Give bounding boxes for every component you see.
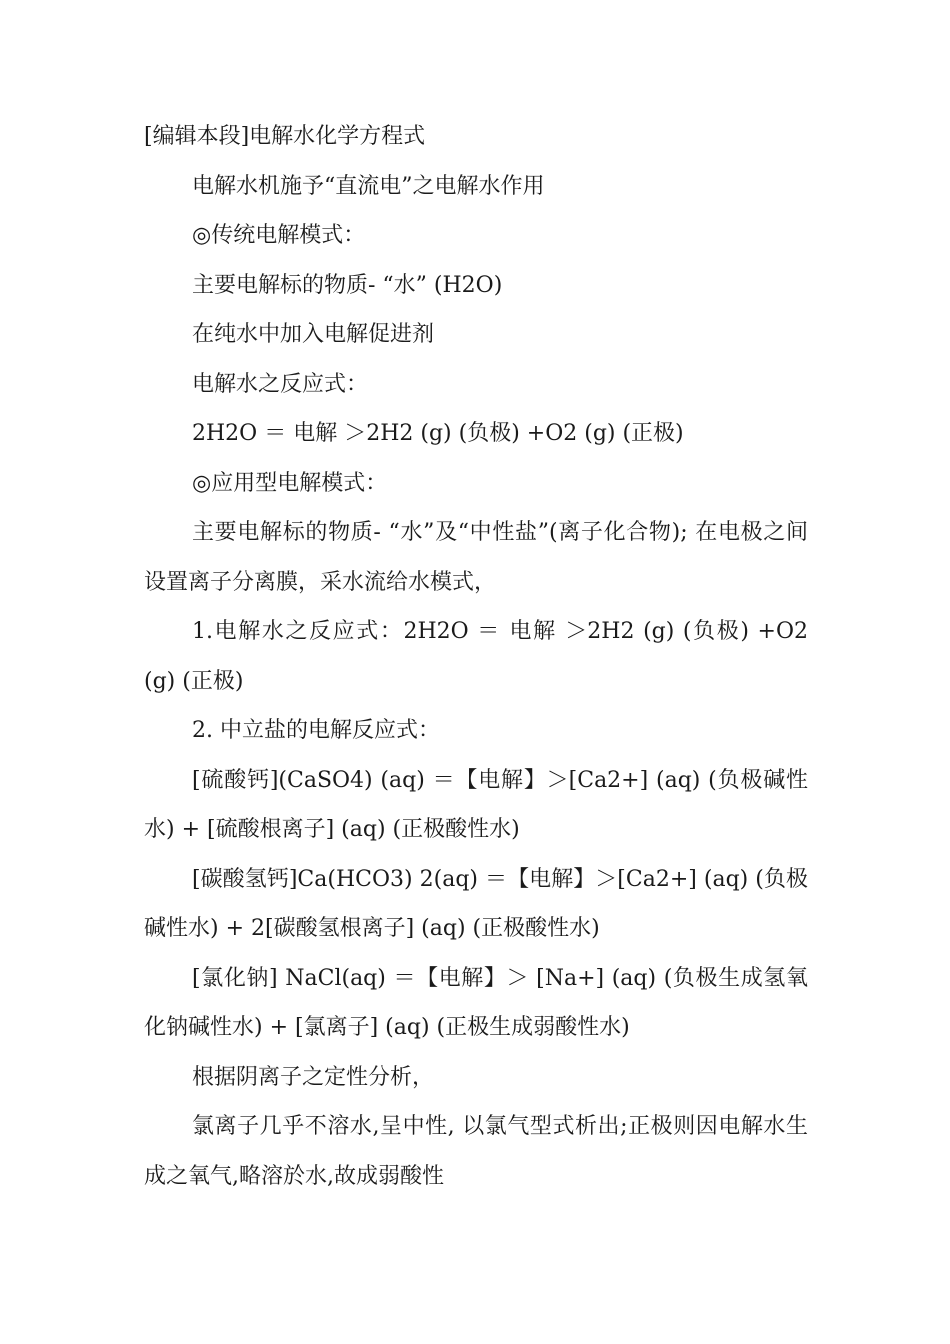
section-heading: [编辑本段]电解水化学方程式 [144, 124, 426, 149]
paragraph-chloride-ion: 氯离子几乎不溶水,呈中性, 以氯气型式析出;正极则因电解水生成之氧气,略溶於水,故成弱酸性 [144, 1114, 808, 1189]
paragraph-anion-analysis: 根据阴离子之定性分析， [192, 1064, 435, 1090]
paragraph-calcium-sulfate: [硫酸钙](CaSO4) (aq) ＝【电解】＞[Ca2+] (aq) (负极碱性水) + [硫酸根离子] (aq) (正极酸性水) [144, 767, 808, 842]
paragraph-reaction-equation: 2H2O ＝ 电解 ＞2H2 (g) (负极) +O2 (g) (正极) [192, 421, 684, 446]
paragraph-applied-substance: 主要电解标的物质- “水”及“中性盐”(离子化合物); 在电极之间设置离子分离膜，采水流给水模式， [144, 520, 808, 595]
paragraph-calcium-bicarbonate: [碳酸氢钙]Ca(HCO3) 2(aq) ＝【电解】＞[Ca2+] (aq) (负极碱性水) + 2[碳酸氢根离子] (aq) (正极酸性水) [144, 866, 808, 941]
paragraph-intro: 电解水机施予“直流电”之电解水作用 [192, 173, 545, 199]
paragraph-reaction-1: 1.电解水之反应式：2H2O ＝ 电解 ＞2H2 (g) (负极) +O2 (g) (正极) [144, 619, 808, 694]
paragraph-reaction-label: 电解水之反应式： [192, 371, 369, 397]
paragraph-neutral-salt: 2. 中立盐的电解反应式： [192, 718, 440, 743]
paragraph-sodium-chloride: [氯化钠] NaCl(aq) ＝【电解】＞ [Na+] (aq) (负极生成氢氧化钠碱性水) + [氯离子] (aq) (正极生成弱酸性水) [144, 965, 808, 1040]
paragraph-traditional-mode: ◎传统电解模式： [192, 223, 366, 248]
paragraph-promoter: 在纯水中加入电解促进剂 [192, 322, 435, 347]
paragraph-applied-mode: ◎应用型电解模式： [192, 470, 388, 496]
document-body [144, 112, 808, 1201]
paragraph-main-substance: 主要电解标的物质- “水” (H2O) [192, 272, 503, 298]
